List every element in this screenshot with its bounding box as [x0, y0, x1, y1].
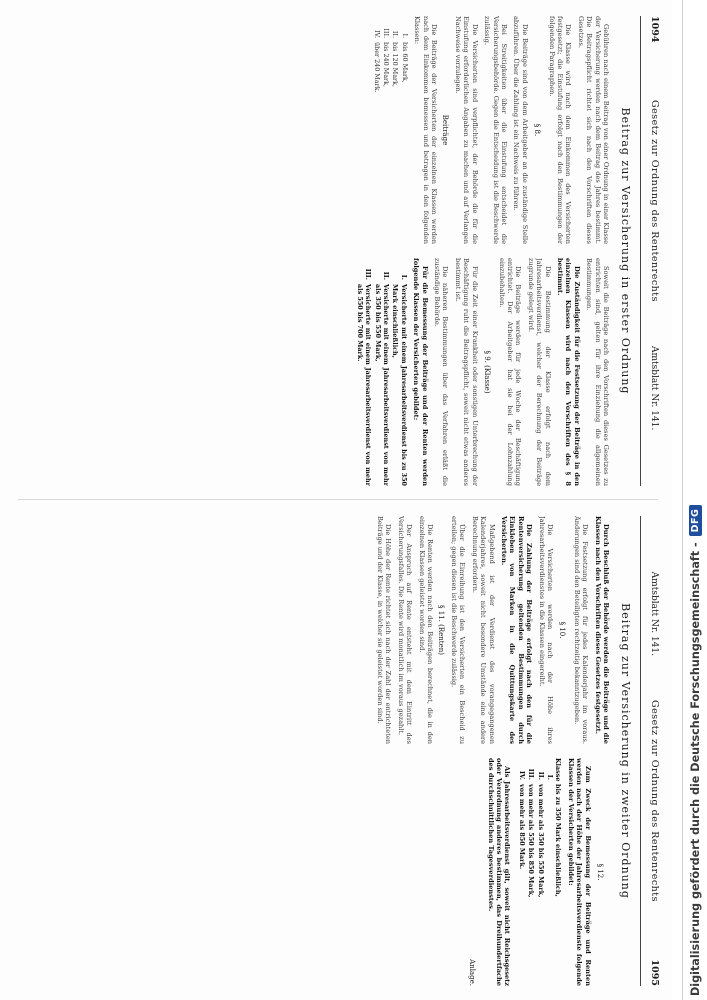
law-heading: Beitrag zur Versicherung in zweiter Ordnung [619, 603, 632, 899]
paragraph: Die Klasse wird nach dem Einkommen des Versicherten festgesetzt; die Einstufung erfolgt nach den Bestimmungen der folgenden Paragraphen. [547, 16, 573, 244]
margin-note: Anlage. [468, 959, 477, 986]
text-column-1 [16, 16, 610, 244]
page-number: 1094 [649, 16, 660, 43]
paragraph: Die Festsetzung erfolgt für jedes Kalenderjahr im voraus. Änderungen sind den Beteiligten rechtzeitig bekanntzugeben. [572, 516, 590, 744]
list-item: II. Versicherte mit einem Jahresarbeitsverdienst von mehr als 350 bis 550 Mark, [373, 271, 391, 486]
paragraph: Die Beiträge werden für jede Woche der Beschäftigung entrichtet. Der Arbeitgeber hat sie bei der Lohnzahlung einzubehalten. [497, 258, 523, 486]
sub-label: Beiträge [441, 114, 450, 146]
paragraph: Der Anspruch auf Rente entsteht mit dem Eintritt des Versicherungsfalles. Die Rente wird monatlich im voraus gezahlt. [396, 516, 414, 744]
dfg-logo-icon: DFG [689, 505, 702, 537]
list-item: I. Versicherte mit einem Jahresarbeitsverdienst bis zu 350 Mark einschließlich, [391, 274, 408, 486]
paragraph: Die Renten werden nach den Beiträgen berechnet, die in den einzelnen Klassen geleistet worden sind. [417, 516, 435, 744]
bold-paragraph: Die Zahlung der Beiträge erfolgt nach den für die Rentenversicherung geltenden Bestimmungen durch Einkleben von Marken in die Quittungskarte des Versicherten. [499, 516, 534, 744]
right-page [0, 502, 672, 1000]
bold-paragraph: Durch Beschluß der Behörde werden die Beiträge und die Klassen nach den Vorschriften dieses Gesetzes festgesetzt. [593, 516, 610, 744]
class-list [372, 16, 409, 244]
bold-paragraph: Die Zuständigkeit für die Festsetzung der Beiträge in den einzelnen Klassen wird nach den Vorschriften des § 8 bestimmt. [555, 258, 581, 486]
watermark-strip [682, 0, 707, 1000]
class-list [355, 258, 407, 486]
section-label: § 9. (Klasse) [483, 350, 492, 394]
paragraph: Über die Einreihung ist den Versicherten ein Bescheid zu erteilen; gegen diesen ist die Beschwerde zulässig. [449, 516, 467, 744]
running-title: Gesetz zur Ordnung des Rentenrechts [649, 100, 660, 302]
list-item: IV. über 240 Mark. [372, 29, 381, 93]
issue-tag: Amtsblatt Nr. 141. [649, 346, 659, 431]
list-intro: Die Beiträge der Versicherten der einzelnen Klassen werden nach dem Einkommen bemessen und betragen in den folgenden Klassen: [413, 16, 439, 244]
class-list [517, 758, 562, 986]
text-column-1 [16, 516, 610, 744]
paragraph: Die Versicherten werden nach der Höhe ihres Jahresarbeitsverdienstes in die Klassen eingereiht. [537, 516, 554, 744]
page-gutter [18, 499, 658, 500]
watermark-text: Digitalisierung gefördert durch die Deutsche Forschungsgemeinschaft - [688, 542, 702, 996]
section-label: § 8. [533, 123, 542, 137]
list-item: II. von mehr als 350 bis 550 Mark, [536, 771, 545, 898]
paragraph: Maßgebend ist der Verdienst des vorangegangenen Kalenderjahres, soweit nicht besondere Umstände eine andere Berechnung erfordern. [470, 516, 496, 744]
left-page [0, 2, 672, 500]
list-item: II. bis 120 Mark, [391, 30, 400, 87]
list-item: IV. von mehr als 850 Mark. [517, 770, 526, 870]
list-item: III. Versicherte mit einem Jahresarbeitsverdienst von mehr als 550 bis 700 Mark. [355, 268, 373, 486]
paragraph: Die Versicherten sind verpflichtet, der Behörde die für die Einstufung erforderlichen Angaben zu machen und auf Verlangen Nachweise vorzulegen. [453, 16, 479, 244]
text-column-2 [16, 258, 610, 486]
page-number: 1095 [649, 959, 660, 986]
paragraph: Die Bestimmung der Klasse erfolgt nach dem Jahresarbeitsverdienst, welcher der Berechnung der Beiträge zugrunde gelegt wird. [526, 258, 552, 486]
section-label: § 12. [596, 863, 604, 881]
sub-label: § 11. (Renten) [437, 605, 446, 655]
running-title: Gesetz zur Ordnung des Rentenrechts [649, 700, 660, 902]
list-item: III. von mehr als 550 bis 850 Mark, [527, 768, 536, 898]
paragraph: Die Beiträge sind von dem Arbeitgeber an die zuständige Stelle abzuführen. Über die Zahlung ist ein Nachweis zu führen. [512, 16, 529, 244]
law-heading: Beitrag zur Versicherung in erster Ordnung [619, 107, 632, 395]
list-item: I. bis 60 Mark, [400, 33, 409, 83]
list-item: III. bis 240 Mark, [382, 28, 391, 87]
issue-tag: Amtsblatt Nr. 141. [649, 571, 659, 656]
list-intro: Zum Zweck der Bemessung der Beiträge und Renten werden nach der Höhe der Jahresarbeitsverdienste folgende Klassen der Versicherten gebildet: [566, 758, 592, 986]
text-columns [16, 516, 610, 986]
paragraph: Soweit die Beiträge nach den Vorschriften dieses Gesetzes zu entrichten sind, gelten für ihre Einziehung die allgemeinen Bestimmungen. [585, 258, 610, 486]
text-columns [16, 16, 610, 486]
list-item: Klasse I. bis zu 350 Mark einschließlich, [545, 758, 563, 897]
paragraph: Für die Zeit einer Krankheit oder sonstigen Unterbrechung der Beschäftigung ruht die Beitragspflicht, soweit nicht etwas anderes bestimmt ist. [453, 258, 479, 486]
running-head [640, 16, 660, 486]
section-label: § 10. [558, 621, 567, 639]
watermark [685, 4, 705, 996]
paragraph: Bei Streitigkeiten über die Einstufung entscheidet die Versicherungsbehörde. Gegen die Entscheidung ist die Beschwerde zulässig. [483, 16, 508, 244]
running-head [640, 516, 660, 986]
paragraph: Die näheren Bestimmungen über das Verfahren erläßt die zuständige Behörde. [433, 258, 450, 486]
text-column-2 [16, 758, 610, 986]
list-intro: Für die Bemessung der Beiträge und der Renten werden folgende Klassen der Versicherten gebildet: [412, 258, 429, 486]
closing-paragraph: Als Jahresarbeitsverdienst gilt, soweit nicht Reichsgesetz oder Verordnung anderes bestimmen, das Dreihundertfache des durchschnittlichen Tagesverdienstes. [486, 758, 512, 986]
paragraph: Gebühren nach einem Beitrag von einer Ordnung in einer Klasse der Versicherung werden nach dem Beitrag des Jahres bestimmt. Die Beitragspflicht richtet sich nach den Vorschriften dieses Gesetzes. [576, 16, 610, 244]
paragraph: Die Höhe der Rente richtet sich nach der Zahl der entrichteten Beiträge und der Klasse, in welcher sie geleistet worden sind. [376, 516, 393, 744]
